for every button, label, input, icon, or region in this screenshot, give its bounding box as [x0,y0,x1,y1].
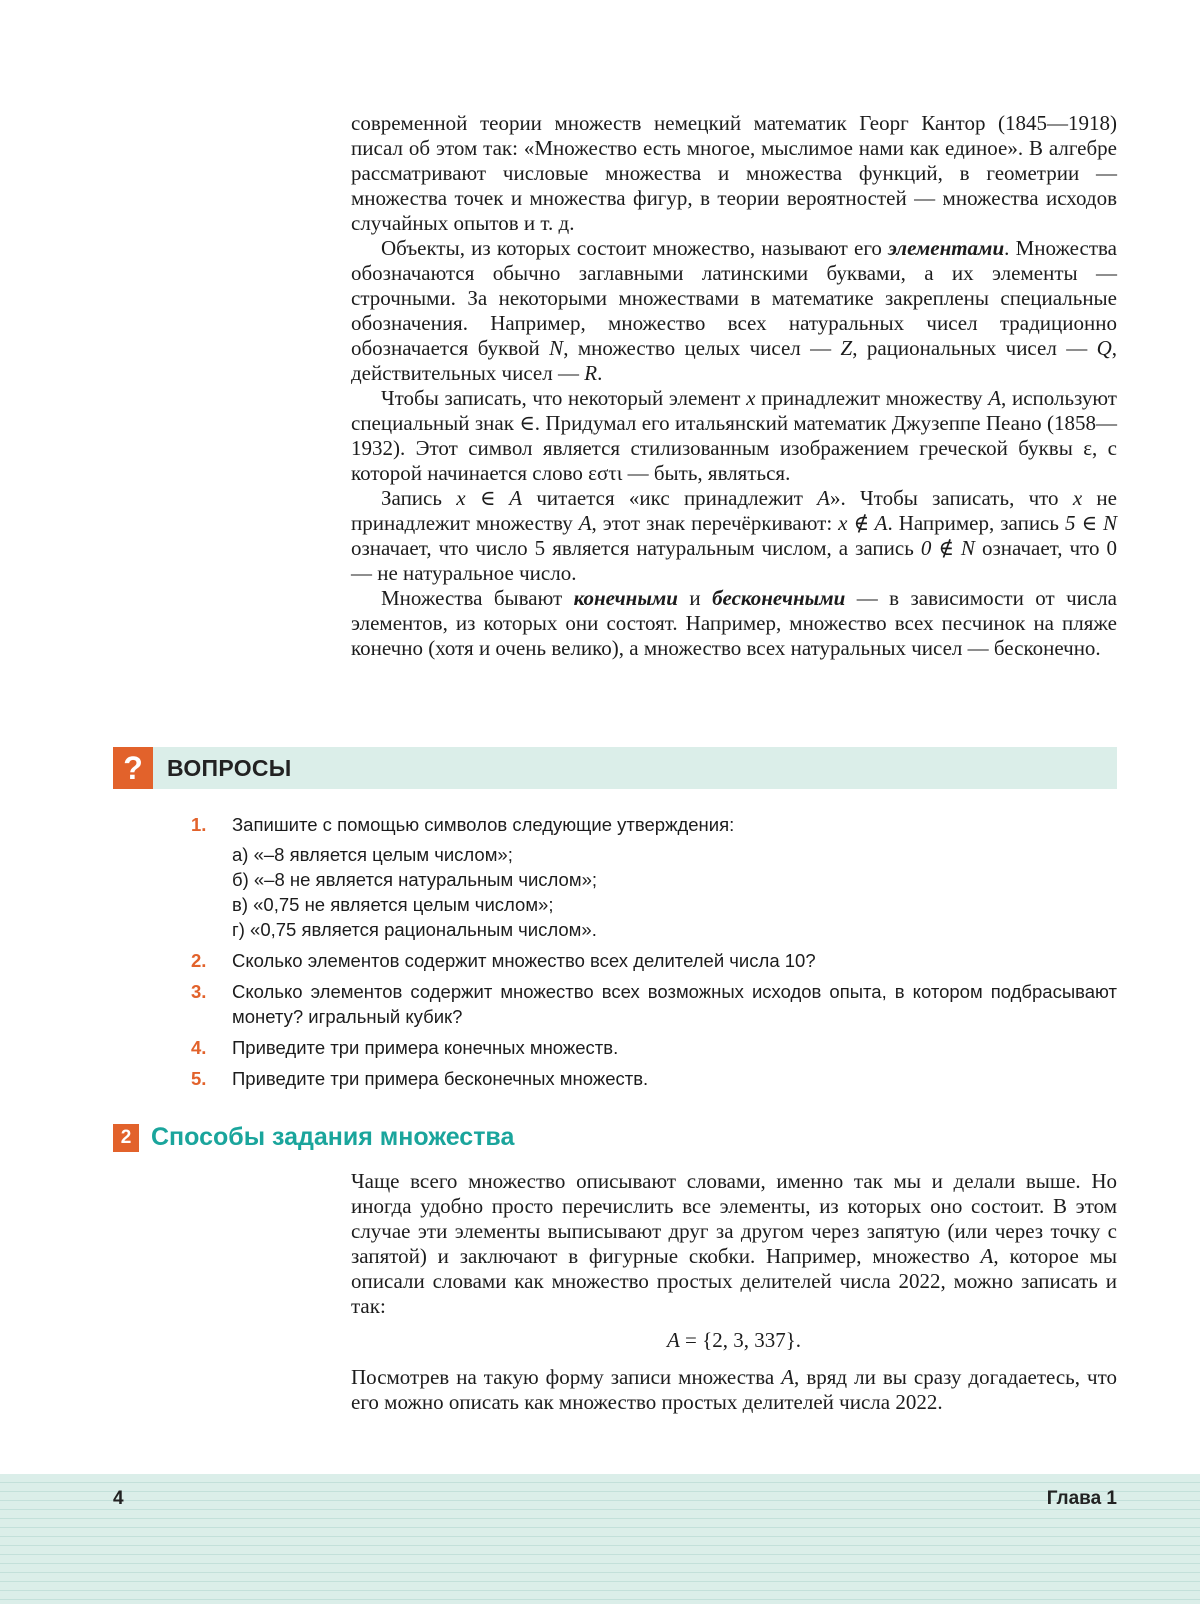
paragraph [351,586,1117,661]
text: , используют специальный знак ∈. Придумал его итальянский математик Джузеппе Пеано (1858—1932). Этот символ является стилизованным изображением греческой буквы ε, с которой начинается слово εστι — быть, являться. [351,386,1117,485]
math-expr: 5 ∈ N [1064,511,1117,535]
question-number: 1. [191,814,207,835]
text: . Множества обозначаются обычно заглавными латинскими буквами, а их элементы — строчными. За некоторыми множествами в математике закреплены специальные обозначения. Например, множество всех натуральных чисел традиционно обозначается буквой [351,236,1117,360]
text: , вряд ли вы сразу догадаетесь, что его можно описать как множество простых делителей числа 2022. [351,1365,1117,1414]
math-var: Z [840,336,853,360]
intro-text [351,111,1117,661]
question-number: 5. [191,1068,207,1089]
paragraph [351,386,1117,486]
math-var: Q [1096,336,1112,360]
text: и [677,586,713,610]
text: означает, что 0 — не натуральное число. [351,536,1117,585]
formula [351,1328,1117,1353]
math-var: A [980,1244,994,1268]
math-var: A [817,486,830,510]
question-item [191,948,1117,973]
text: . Например, запись [887,511,1065,535]
question-number: 4. [191,1037,207,1058]
math-expr: x ∉ A [838,511,888,535]
math-expr: 0 ∉ N [920,536,975,560]
section2-text [351,1169,1117,1415]
text: , которое мы описали словами как множество простых делителей числа 2022, можно записать и так: [351,1244,1117,1318]
question-item [191,1035,1117,1060]
text: , множество целых чисел — [563,336,841,360]
text: Множества бывают [381,586,574,610]
paragraph [351,1365,1117,1415]
math-var: N [549,336,564,360]
math-var: x [746,386,756,410]
text: , рациональных чисел — [852,336,1097,360]
questions-title: ВОПРОСЫ [167,755,292,781]
chapter-label: Глава 1 [1046,1488,1117,1509]
question-number: 3. [191,981,207,1002]
math-var: R [584,361,598,385]
question-item [191,1066,1117,1091]
questions-header [113,747,1117,789]
question-subitems [232,842,1117,942]
question-text: Сколько элементов содержит множество всех делителей числа 10? [232,950,816,971]
text: читается «икс принадлежит [522,486,818,510]
section-title: Способы задания множества [151,1123,515,1151]
text: Запись [381,486,457,510]
section-number-badge: 2 [113,1124,139,1152]
page-footer [0,1474,1200,1604]
question-item [191,812,1117,942]
math-expr: x ∈ A [456,486,523,510]
text: Посмотрев на такую форму записи множества [351,1365,782,1389]
question-text: Запишите с помощью символов следующие утверждения: [232,814,735,835]
term-elements: элементами [888,236,1005,260]
question-subitem: г) «0,75 является рациональным числом». [232,919,597,940]
questions-list [191,812,1117,1097]
paragraph [351,1169,1117,1319]
text: Чтобы записать, что некоторый элемент [381,386,747,410]
text: . [597,361,603,385]
term-infinite: бесконечными [712,586,846,610]
question-number: 2. [191,950,207,971]
math-var: x [1072,486,1083,510]
paragraph [351,111,1117,236]
text: принадлежит множеству [755,386,989,410]
math-var: A [578,511,592,535]
question-subitem: а) «–8 является целым числом»; [232,844,513,865]
paragraph [351,236,1117,386]
question-text: Приведите три примера конечных множеств. [232,1037,619,1058]
text: Объекты, из которых состоит множество, называют его [381,236,889,260]
term-finite: конечными [573,586,678,610]
question-subitem: б) «–8 не является натуральным числом»; [232,869,597,890]
question-mark-icon: ? [113,747,153,789]
text: не принадлежит множеству [351,486,1117,535]
question-text: Сколько элементов содержит множество всех возможных исходов опыта, в котором подбрасывают монету? игральный кубик? [232,981,1117,1027]
text: ». Чтобы записать, что [830,486,1073,510]
page-number: 4 [113,1488,124,1509]
paragraph [351,486,1117,586]
question-subitem: в) «0,75 не является целым числом»; [232,894,554,915]
text: , действительных чисел — [351,336,1117,385]
math-var: A [988,386,1002,410]
text: — в зависимости от числа элементов, из которых они состоят. Например, множество всех песчинок на пляже конечно (хотя и очень велико), а множество всех натуральных чисел — бесконечно. [351,586,1117,660]
text: означает, что число 5 является натуральным числом, а запись [351,536,921,560]
text: , этот знак перечёркивают: [591,511,839,535]
question-item [191,979,1117,1029]
text: современной теории множеств немецкий математик Георг Кантор (1845—1918) писал об этом так: «Множество есть многое, мыслимое нами как единое». В алгебре рассматривают числовые множества и множества функций, в геометрии — множества точек и множества фигур, в теории вероятностей — множества исходов случайных опытов и т. д. [351,111,1117,235]
text: Чаще всего множество описывают словами, именно так мы и делали выше. Но иногда удобно просто перечислить все элементы, из которых оно состоит. В этом случае эти элементы выписывают друг за другом через запятую (или через точку с запятой) и заключают в фигурные скобки. Например, множество [351,1169,1117,1268]
math-expr: = {2, 3, 337}. [679,1328,802,1352]
math-var: A [781,1365,795,1389]
math-var: A [666,1328,680,1352]
question-text: Приведите три примера бесконечных множеств. [232,1068,649,1089]
